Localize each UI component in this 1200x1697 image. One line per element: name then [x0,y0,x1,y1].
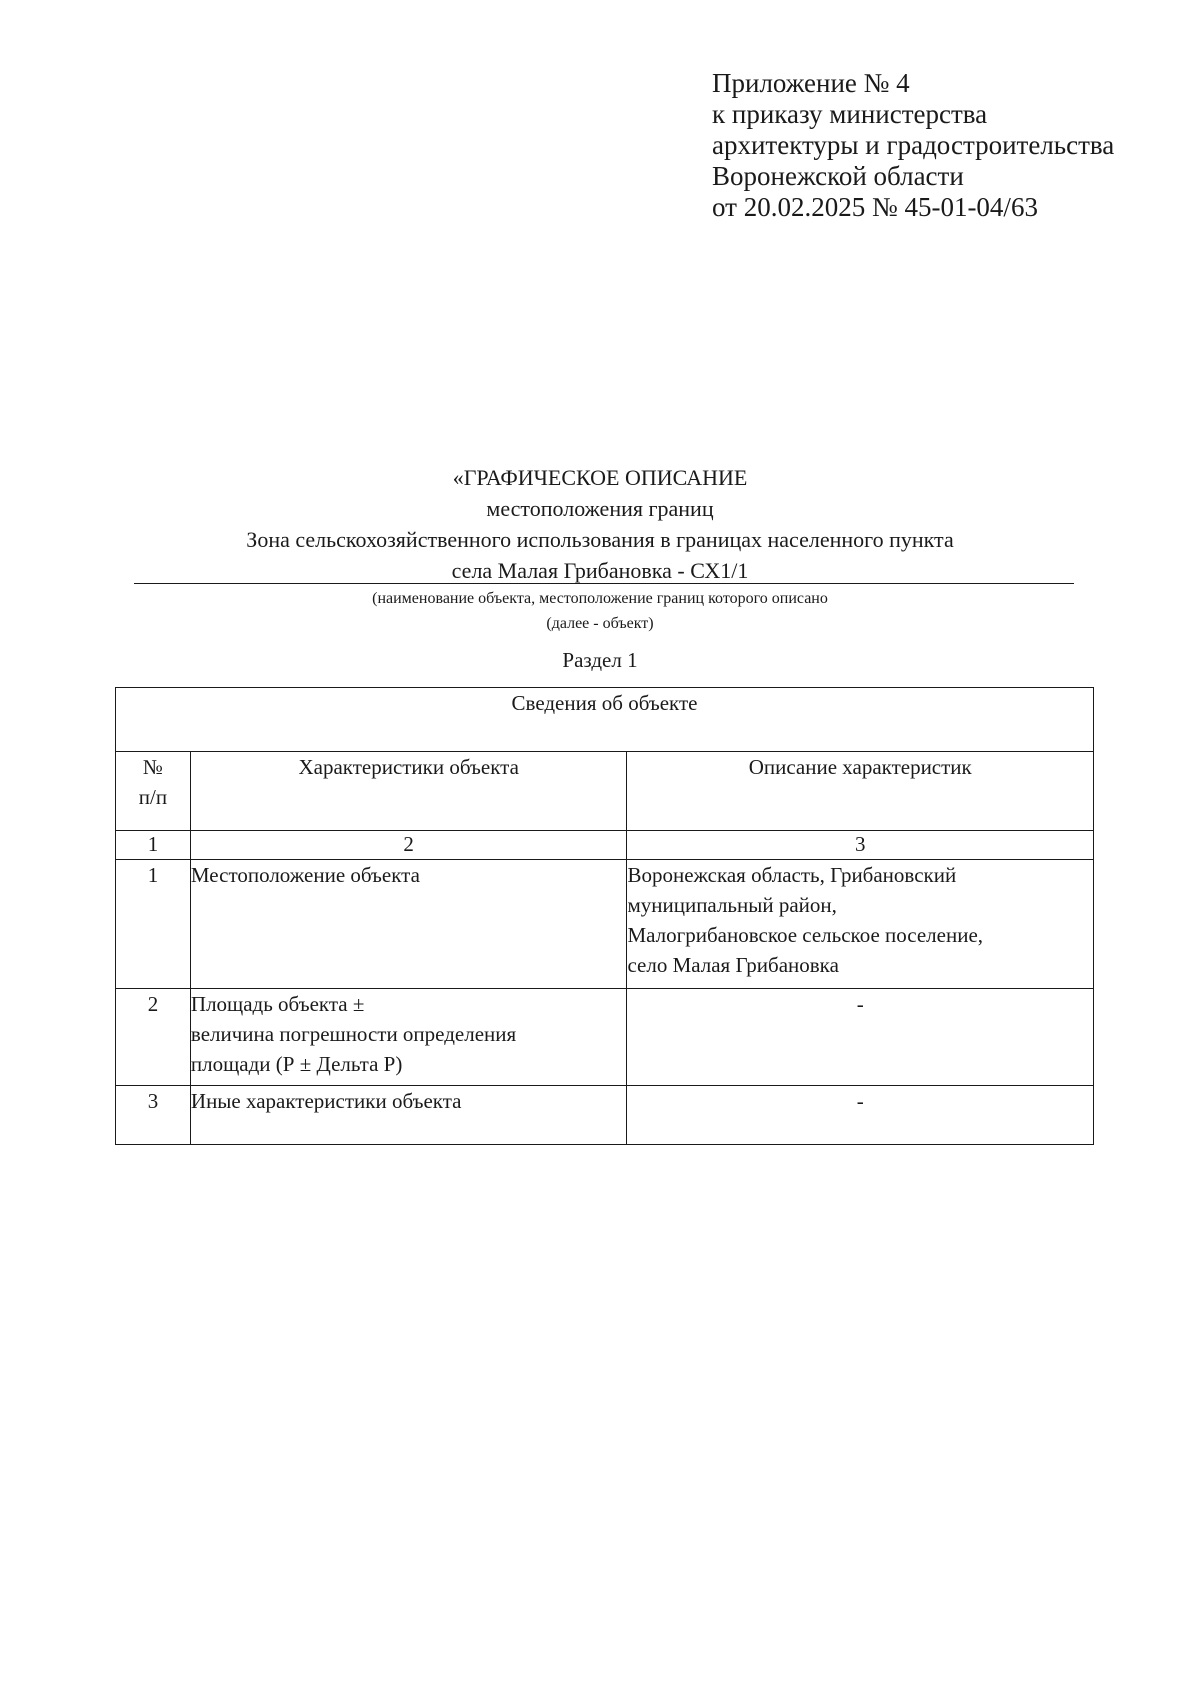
row-number: 1 [116,860,191,989]
table-header-row [116,752,1094,831]
description-line: Воронежская область, Грибановский [627,863,957,887]
appendix-line: Приложение № 4 [712,68,910,98]
table-row [116,860,1094,989]
section-label: Раздел 1 [562,648,638,672]
appendix-header [712,68,1172,223]
characteristic-line: площади (Р ± Дельта Р) [190,1052,403,1076]
object-info-table [115,687,1094,1145]
column-index: 2 [190,831,627,860]
row-number: 3 [116,1086,191,1145]
title-underline [134,583,1074,584]
header-characteristics: Характеристики объекта [190,752,627,831]
description-line: Малогрибановское сельское поселение, [627,923,984,947]
row-characteristic: Местоположение объекта [190,860,627,989]
appendix-line: от 20.02.2025 № 45-01-04/63 [712,192,1038,222]
row-description [627,860,1094,989]
appendix-line: Воронежской области [712,161,964,191]
document-title [120,462,1080,586]
caption-line: (далее - объект) [546,615,654,632]
description-line: село Малая Грибановка [627,953,839,977]
appendix-line: к приказу министерства [712,99,988,129]
header-num-line: п/п [138,785,168,809]
table-index-row [116,831,1094,860]
table-row [116,1086,1094,1145]
title-line: местоположения границ [486,496,714,521]
row-description: - [627,1086,1094,1145]
row-characteristic: Иные характеристики объекта [190,1086,627,1145]
table-caption-row [116,688,1094,752]
column-index: 3 [627,831,1094,860]
header-num-line: № [142,755,163,779]
table-row [116,989,1094,1086]
header-num [116,752,191,831]
column-index: 1 [116,831,191,860]
title-line: «ГРАФИЧЕСКОЕ ОПИСАНИЕ [452,465,748,490]
description-line: муниципальный район, [627,893,837,917]
characteristic-line: Площадь объекта ± [190,992,365,1016]
row-characteristic [190,989,627,1086]
caption-line: (наименование объекта, местоположение границ которого описано [372,590,828,607]
row-description: - [627,989,1094,1086]
header-description: Описание характеристик [627,752,1094,831]
appendix-line: архитектуры и градостроительства [712,130,1115,160]
object-caption [120,586,1080,636]
row-number: 2 [116,989,191,1086]
characteristic-line: величина погрешности определения [190,1022,517,1046]
table-caption: Сведения об объекте [116,688,1094,752]
title-line: Зона сельскохозяйственного использования в границах населенного пункта [246,527,954,552]
title-line: села Малая Грибановка - СХ1/1 [451,558,749,583]
